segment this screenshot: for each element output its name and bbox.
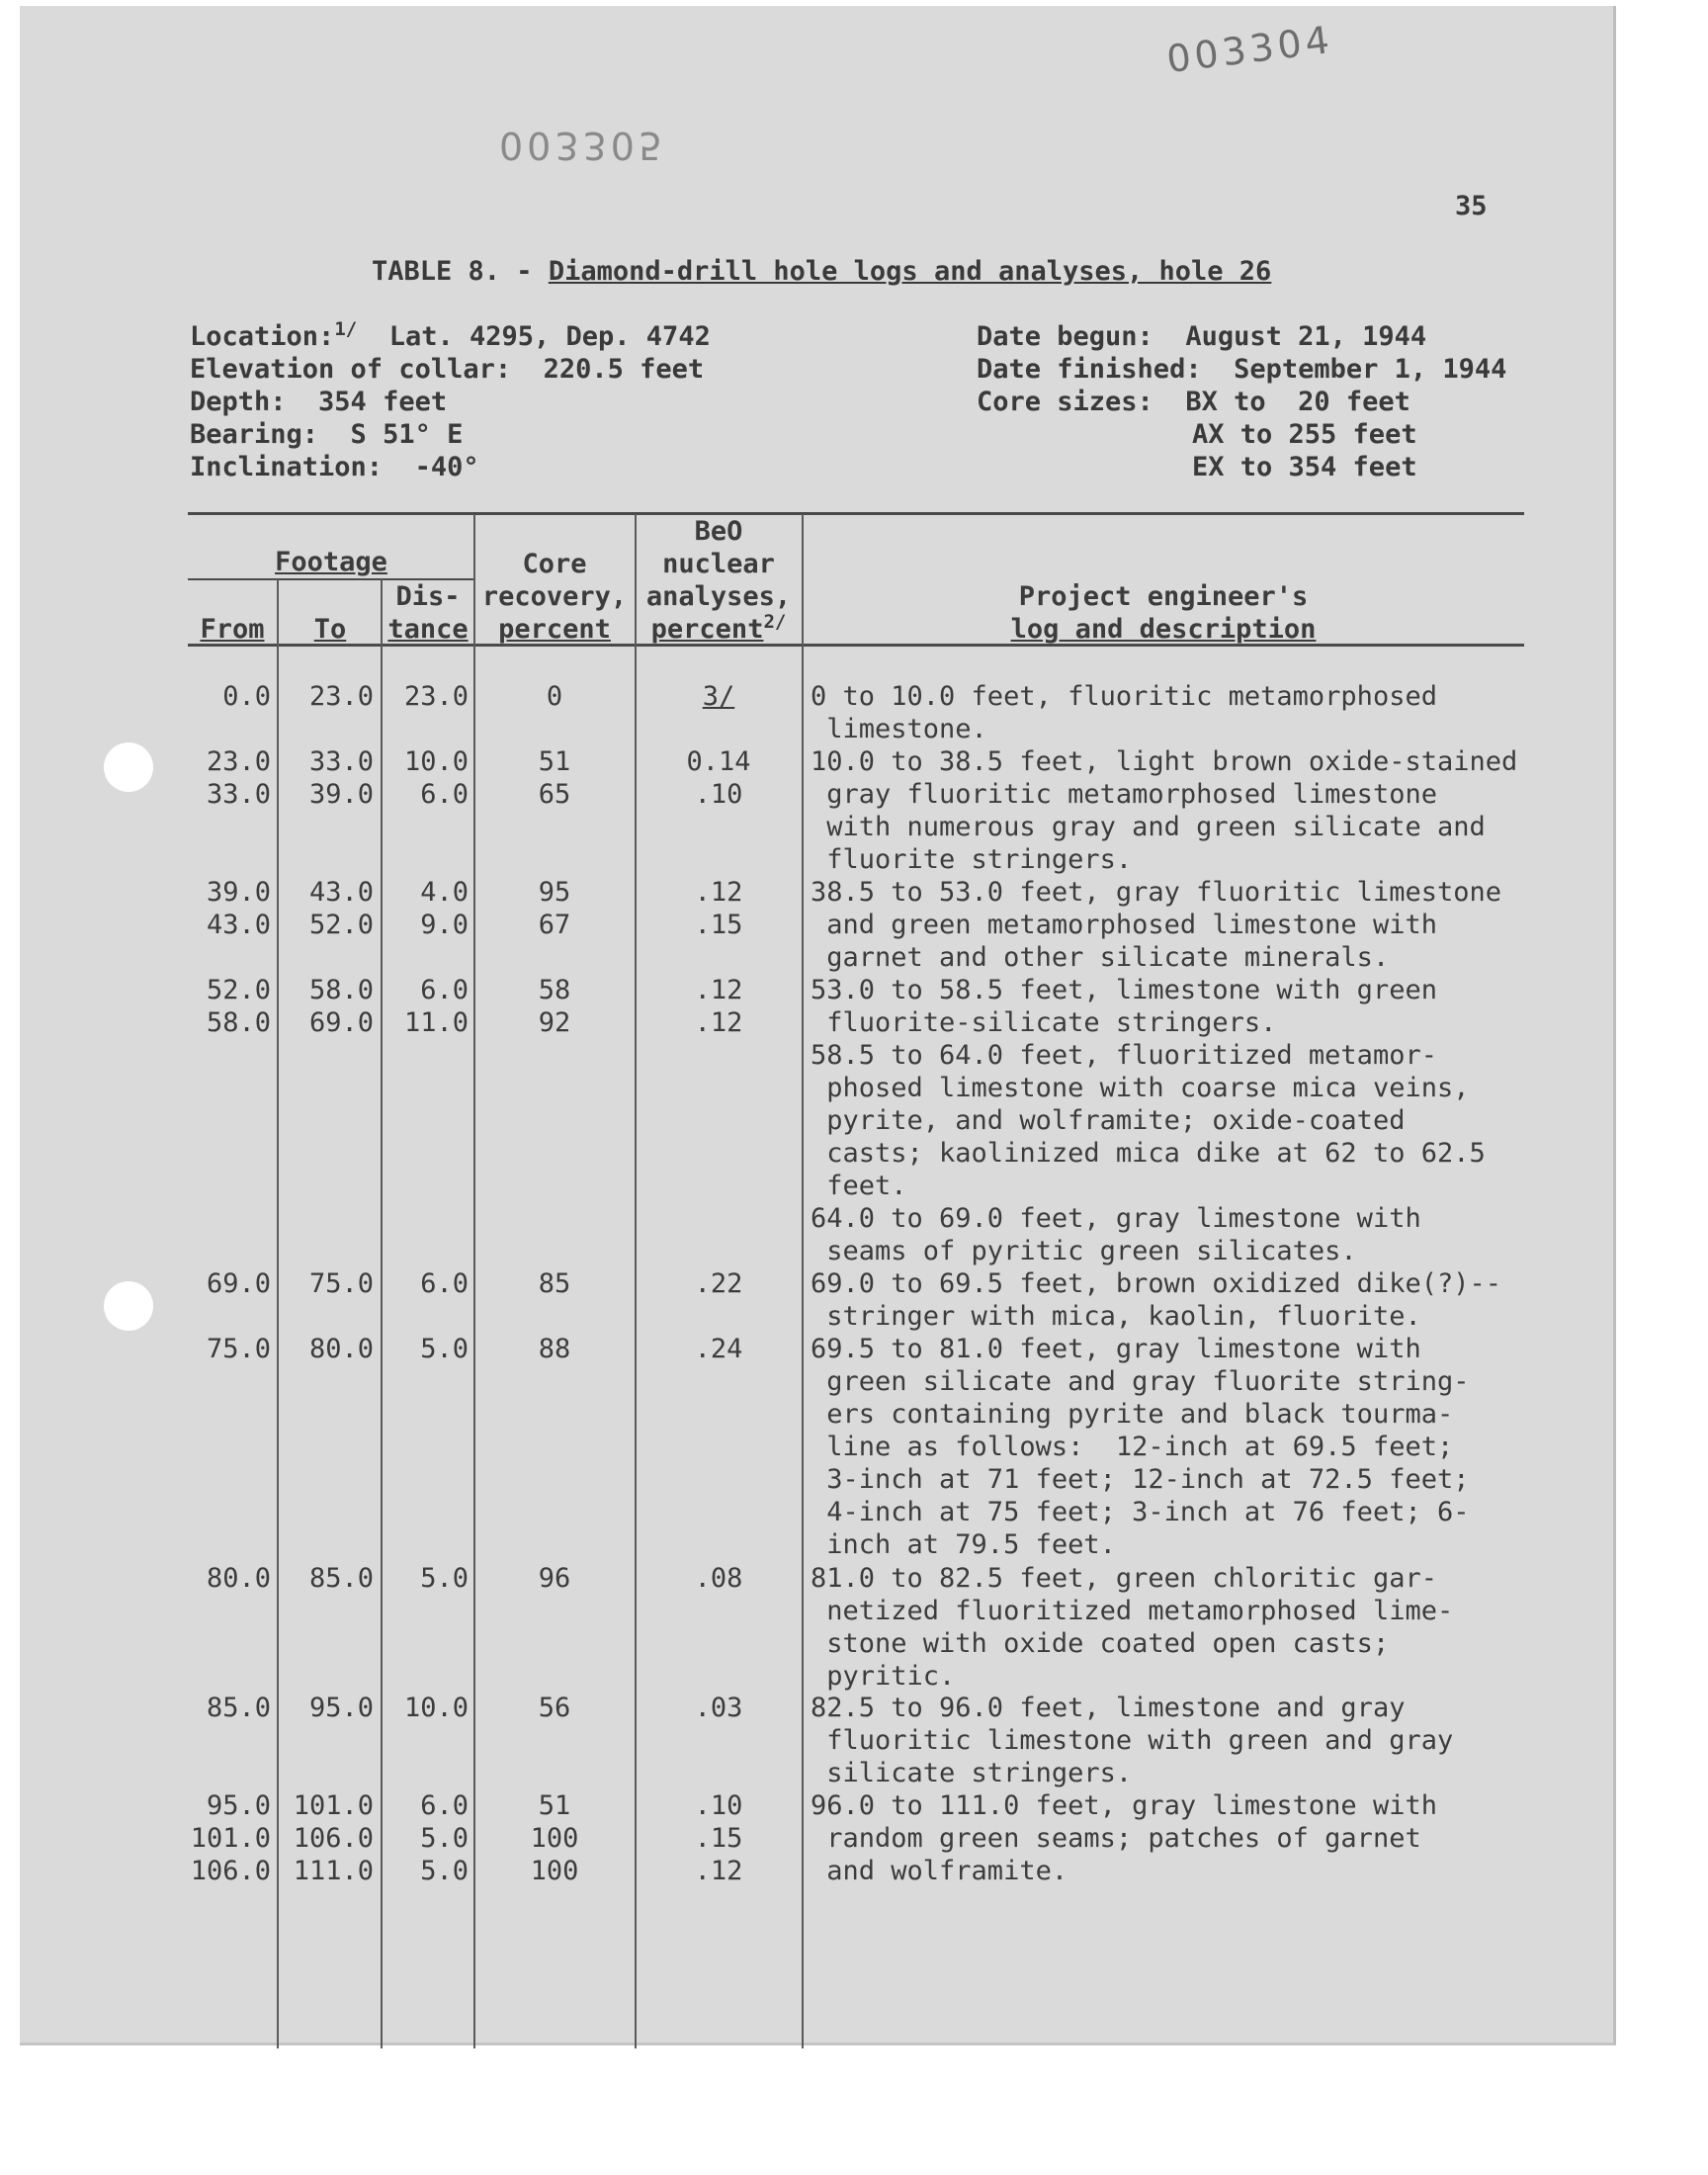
log-line: stringer with mica, kaolin, fluorite.: [811, 1301, 1421, 1332]
log-line: 38.5 to 53.0 feet, gray fluoritic limestone: [811, 877, 1501, 908]
header-inclination: Inclination: -40°: [190, 452, 479, 482]
log-line: fluoritic limestone with green and gray: [811, 1725, 1454, 1756]
col-header-from: From: [200, 614, 265, 645]
col-header-core: Core recovery, percent: [481, 549, 628, 645]
cell-core: 51: [538, 746, 571, 777]
header-date-begun: Date begun: August 21, 1944: [977, 321, 1427, 352]
cell-to: 106.0: [293, 1823, 374, 1854]
cell-core: 58: [538, 975, 571, 1005]
cell-from: 95.0: [206, 1790, 271, 1821]
cell-dist: 5.0: [420, 1856, 469, 1886]
log-line: fluorite stringers.: [811, 844, 1133, 875]
header-date-finished: Date finished: September 1, 1944: [977, 354, 1507, 385]
header-depth: Depth: 354 feet: [190, 387, 448, 417]
cell-dist: 6.0: [420, 975, 469, 1005]
log-line: line as follows: 12-inch at 69.5 feet;: [811, 1432, 1454, 1462]
cell-from: 75.0: [206, 1334, 271, 1364]
cell-beo: .10: [694, 779, 743, 810]
cell-to: 111.0: [293, 1856, 374, 1886]
log-line: and wolframite.: [811, 1856, 1068, 1886]
stamp-number: 003304: [1163, 17, 1336, 82]
cell-to: 75.0: [308, 1268, 374, 1299]
cell-from: 0.0: [222, 681, 271, 712]
cell-dist: 10.0: [403, 746, 469, 777]
cell-dist: 5.0: [420, 1563, 469, 1594]
log-line: casts; kaolinized mica dike at 62 to 62.5: [811, 1138, 1486, 1169]
cell-dist: 5.0: [420, 1823, 469, 1854]
cell-core: 100: [530, 1823, 579, 1854]
log-line: 53.0 to 58.5 feet, limestone with green: [811, 975, 1437, 1005]
log-entry: [811, 680, 1562, 745]
log-entry: [811, 1692, 1562, 1789]
log-entry: [811, 1202, 1562, 1267]
cell-core: 85: [538, 1268, 571, 1299]
cell-from: 85.0: [206, 1693, 271, 1723]
cell-core: 65: [538, 779, 571, 810]
log-line: feet.: [811, 1171, 907, 1201]
cell-beo: 3/: [702, 681, 735, 712]
log-line: phosed limestone with coarse mica veins,: [811, 1073, 1470, 1103]
header-location: Location:$^{1/}$ Lat. 4295, Dep. 4742: [190, 318, 711, 352]
cell-from: 101.0: [190, 1823, 271, 1854]
col-header-to: To: [313, 614, 347, 645]
cell-to: 39.0: [308, 779, 374, 810]
cell-beo: .03: [694, 1693, 743, 1723]
col-divider-beo-log: [802, 514, 804, 2048]
log-line: inch at 79.5 feet.: [811, 1529, 1116, 1560]
log-line: stone with oxide coated open casts;: [811, 1628, 1390, 1659]
log-line: 10.0 to 38.5 feet, light brown oxide-stained: [811, 746, 1518, 777]
log-line: 96.0 to 111.0 feet, gray limestone with: [811, 1790, 1437, 1821]
header-elevation: Elevation of collar: 220.5 feet: [190, 354, 705, 385]
log-line: 69.0 to 69.5 feet, brown oxidized dike(?)--: [811, 1268, 1501, 1299]
log-line: netized fluoritized metamorphosed lime-: [811, 1596, 1454, 1626]
cell-dist: 6.0: [420, 1790, 469, 1821]
log-entry: [811, 745, 1562, 876]
cell-from: 80.0: [206, 1563, 271, 1594]
log-line: 0 to 10.0 feet, fluoritic metamorphosed: [811, 681, 1437, 712]
col-header-footage: Footage: [275, 547, 387, 577]
cell-beo: .15: [694, 910, 743, 940]
log-entry: [811, 1267, 1562, 1333]
header-core-sizes: Core sizes: BX to 20 feet: [977, 387, 1410, 417]
cell-beo: .24: [694, 1334, 743, 1364]
cell-dist: 10.0: [403, 1693, 469, 1723]
col-header-log: Project engineer's log and description: [1010, 581, 1317, 645]
log-entry: [811, 1562, 1562, 1693]
cell-beo: 0.14: [686, 746, 751, 777]
log-line: 4-inch at 75 feet; 3-inch at 76 feet; 6-: [811, 1497, 1470, 1527]
cell-from: 58.0: [206, 1007, 271, 1038]
cell-to: 52.0: [308, 910, 374, 940]
cell-core: 100: [530, 1856, 579, 1886]
cell-to: 58.0: [308, 975, 374, 1005]
punch-hole-bottom: [104, 1281, 153, 1331]
cell-to: 80.0: [308, 1334, 374, 1364]
log-line: green silicate and gray fluorite string-: [811, 1366, 1470, 1397]
log-line: pyritic.: [811, 1661, 956, 1692]
header-bearing: Bearing: S 51° E: [190, 419, 464, 450]
log-line: pyrite, and wolframite; oxide-coated: [811, 1105, 1406, 1136]
punch-hole-top: [104, 742, 153, 792]
cell-dist: 11.0: [403, 1007, 469, 1038]
page-number: 35: [1455, 191, 1488, 221]
cell-beo: .12: [694, 1856, 743, 1886]
log-line: and green metamorphosed limestone with: [811, 910, 1437, 940]
header-core-sizes-3: EX to 354 feet: [1192, 452, 1417, 482]
log-line: 3-inch at 71 feet; 12-inch at 72.5 feet;: [811, 1464, 1470, 1495]
cell-beo: .12: [694, 1007, 743, 1038]
cell-to: 95.0: [308, 1693, 374, 1723]
cell-core: 67: [538, 910, 571, 940]
cell-to: 23.0: [308, 681, 374, 712]
cell-to: 33.0: [308, 746, 374, 777]
cell-from: 23.0: [206, 746, 271, 777]
log-line: fluorite-silicate stringers.: [811, 1007, 1277, 1038]
cell-beo: .08: [694, 1563, 743, 1594]
table-top-rule: [188, 512, 1524, 515]
cell-core: 56: [538, 1693, 571, 1723]
col-header-beo: BeO nuclear analyses, percent$^{2/}$: [645, 516, 792, 645]
cell-from: 39.0: [206, 877, 271, 908]
cell-from: 43.0: [206, 910, 271, 940]
cell-dist: 6.0: [420, 779, 469, 810]
log-line: 64.0 to 69.0 feet, gray limestone with: [811, 1203, 1421, 1234]
cell-beo: .10: [694, 1790, 743, 1821]
log-line: ers containing pyrite and black tourma-: [811, 1399, 1454, 1430]
cell-to: 69.0: [308, 1007, 374, 1038]
log-line: silicate stringers.: [811, 1758, 1133, 1788]
cell-core: 51: [538, 1790, 571, 1821]
stamp-number-mirrored: 003305: [499, 124, 667, 167]
cell-core: 95: [538, 877, 571, 908]
cell-beo: .12: [694, 975, 743, 1005]
col-header-distance: Dis- tance: [387, 581, 469, 645]
cell-to: 43.0: [308, 877, 374, 908]
log-entry: [811, 1333, 1562, 1561]
log-line: 69.5 to 81.0 feet, gray limestone with: [811, 1334, 1421, 1364]
cell-from: 106.0: [190, 1856, 271, 1886]
log-line: random green seams; patches of garnet: [811, 1823, 1421, 1854]
cell-to: 101.0: [293, 1790, 374, 1821]
header-core-sizes-2: AX to 255 feet: [1192, 419, 1417, 450]
cell-from: 69.0: [206, 1268, 271, 1299]
cell-dist: 23.0: [403, 681, 469, 712]
log-line: 58.5 to 64.0 feet, fluoritized metamor-: [811, 1040, 1437, 1071]
cell-core: 92: [538, 1007, 571, 1038]
log-entry: [811, 876, 1562, 974]
log-line: limestone.: [811, 714, 987, 744]
cell-from: 52.0: [206, 975, 271, 1005]
log-line: 81.0 to 82.5 feet, green chloritic gar-: [811, 1563, 1437, 1594]
cell-beo: .12: [694, 877, 743, 908]
log-entry: [811, 974, 1562, 1039]
log-line: gray fluoritic metamorphosed limestone: [811, 779, 1437, 810]
cell-core: 0: [546, 681, 563, 712]
log-line: garnet and other silicate minerals.: [811, 942, 1390, 973]
cell-to: 85.0: [308, 1563, 374, 1594]
cell-dist: 9.0: [420, 910, 469, 940]
table-title: TABLE 8. - Diamond-drill hole logs and analyses, hole 26: [372, 256, 1272, 287]
cell-from: 33.0: [206, 779, 271, 810]
cell-beo: .22: [694, 1268, 743, 1299]
log-entry: [811, 1039, 1562, 1202]
log-line: 82.5 to 96.0 feet, limestone and gray: [811, 1693, 1406, 1723]
cell-dist: 6.0: [420, 1268, 469, 1299]
cell-core: 96: [538, 1563, 571, 1594]
log-line: seams of pyritic green silicates.: [811, 1236, 1357, 1266]
cell-dist: 4.0: [420, 877, 469, 908]
log-entry: [811, 1789, 1562, 1887]
cell-core: 88: [538, 1334, 571, 1364]
log-line: with numerous gray and green silicate and: [811, 812, 1486, 842]
cell-dist: 5.0: [420, 1334, 469, 1364]
cell-beo: .15: [694, 1823, 743, 1854]
